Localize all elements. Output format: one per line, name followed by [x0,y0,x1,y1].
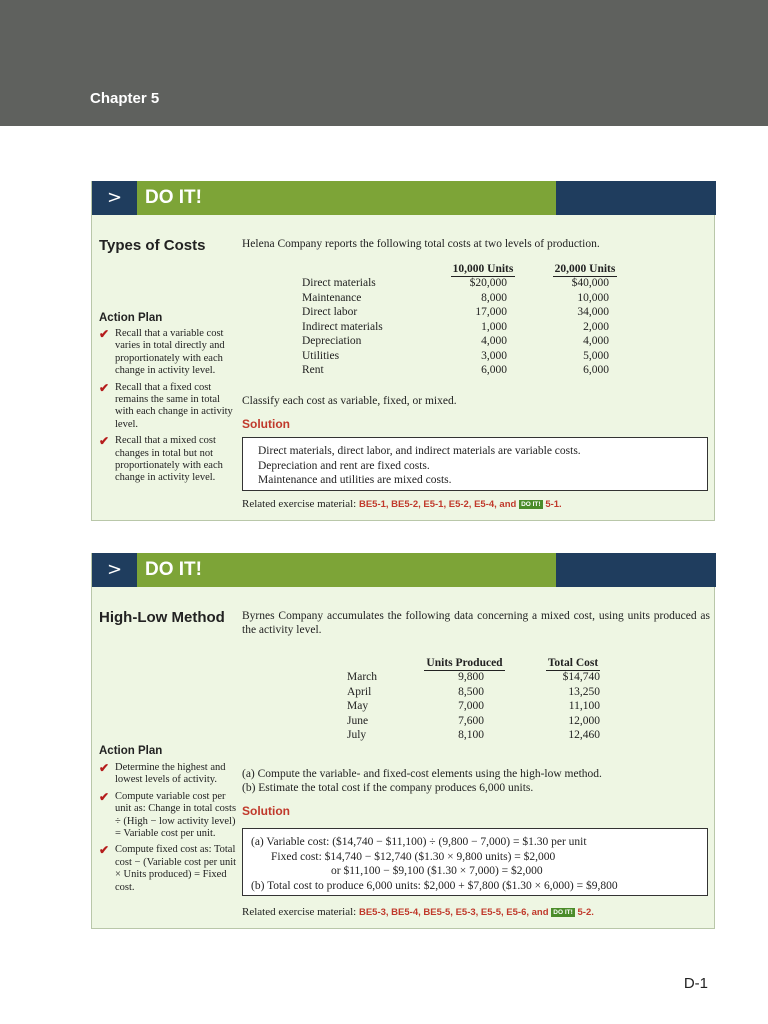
page-number: D-1 [683,975,708,992]
table-row: July 8,100 12,460 [347,729,600,741]
column-header: 10,000 Units [452,263,514,275]
table-row: Direct labor 17,000 34,000 [302,306,609,318]
checkmark-icon: ✔ [99,327,110,341]
table-row: March 9,800 $14,740 [347,671,600,683]
checkmark-icon: ✔ [99,789,110,804]
column-header: Units Produced [426,657,503,669]
checkmark-icon: ✔ [99,761,110,775]
chevron-right-icon: > [92,553,137,587]
doit-heading: DO IT! [145,559,202,580]
solution-box: (a) Variable cost: ($14,740 − $11,100) ÷ (9,800 − 7,000) = $1.30 per unit Fixed cost: $14,740 − $12,740 ($1.30 × 9,800 units) = $2,000 or $11,100 − $9,100 ($1.30 × 7,000) = $2,000 (b) Total cost to produce 6,000 units: $2,000 + $7,800 ($1.30 × 6,000) = $9,800 [242,828,708,896]
section-title: Types of Costs [99,237,206,254]
cost-table [302,263,621,378]
checkmark-icon: ✔ [99,380,110,395]
doit-badge: DO IT! [553,909,573,916]
table-row: Maintenance 8,000 10,000 [302,291,609,304]
doit-box-types-of-costs [91,181,715,521]
checkmark-icon: ✔ [99,434,110,449]
action-plan-list [99,762,239,898]
column-header: Total Cost [547,657,599,669]
question-b: (b) Estimate the total cost if the company produces 6,000 units. [242,782,534,794]
solution-title: Solution [242,417,290,431]
table-row: June 7,600 12,000 [347,714,600,727]
chapter-title: Chapter 5 [90,90,160,107]
column-header: 20,000 Units [554,263,616,275]
list-item: ✔ Compute fixed cost as: Total cost − (Variable cost per unit × Units produced) = Fixed cost. [99,843,237,893]
activity-table [347,657,604,743]
doit-banner [92,553,716,587]
doit-heading: DO IT! [145,187,202,208]
doit-banner [92,181,716,215]
action-plan-list [99,328,239,489]
chapter-header-bar [0,0,768,126]
list-item: ✔ Determine the highest and lowest levels of activity. [99,761,226,786]
checkmark-icon: ✔ [99,843,110,858]
list-item: ✔ Recall that a mixed cost changes in total but not proportionately with each change in activity level. [99,434,223,484]
doit-badge: DO IT! [521,501,541,508]
question-text: Classify each cost as variable, fixed, or mixed. [242,395,457,407]
section-title: High-Low Method [99,609,225,626]
question-a: (a) Compute the variable- and fixed-cost elements using the high-low method. [242,768,602,780]
intro-text: Helena Company reports the following total costs at two levels of production. [242,238,600,250]
list-item: ✔ Recall that a variable cost varies in total directly and proportionately with each change in activity level. [99,327,225,377]
related-exercises: Related exercise material: BE5-3, BE5-4, BE5-5, E5-3, E5-5, E5-6, and DO IT! 5-2. [242,906,594,918]
chevron-right-icon: > [92,181,137,215]
list-item: ✔ Compute variable cost per unit as: Change in total costs ÷ (High − low activity level) = Variable cost per unit. [99,789,237,840]
table-row: Indirect materials 1,000 2,000 [302,320,609,333]
list-item: ✔ Recall that a fixed cost remains the same in total with each change in activity level. [99,380,233,430]
action-plan-title: Action Plan [99,312,163,324]
related-exercises: Related exercise material: BE5-1, BE5-2, E5-1, E5-2, E5-4, and DO IT! 5-1. [242,498,562,510]
solution-box: Direct materials, direct labor, and indirect materials are variable costs. Depreciation and rent are fixed costs. Maintenance and utilities are mixed costs. [242,437,708,491]
action-plan-title: Action Plan [99,745,163,757]
intro-text: Byrnes Company accumulates the following data concerning a mixed cost, using units produced as the activity level. [242,610,710,636]
table-row: Depreciation 4,000 4,000 [302,335,609,347]
table-row: May 7,000 11,100 [347,700,600,712]
doit-box-high-low-method [91,553,715,929]
table-row: Rent 6,000 6,000 [302,364,609,376]
solution-title: Solution [242,804,290,818]
table-row: April 8,500 13,250 [347,685,600,698]
table-row: Direct materials $20,000 $40,000 [302,277,609,289]
table-row: Utilities 3,000 5,000 [302,349,609,362]
